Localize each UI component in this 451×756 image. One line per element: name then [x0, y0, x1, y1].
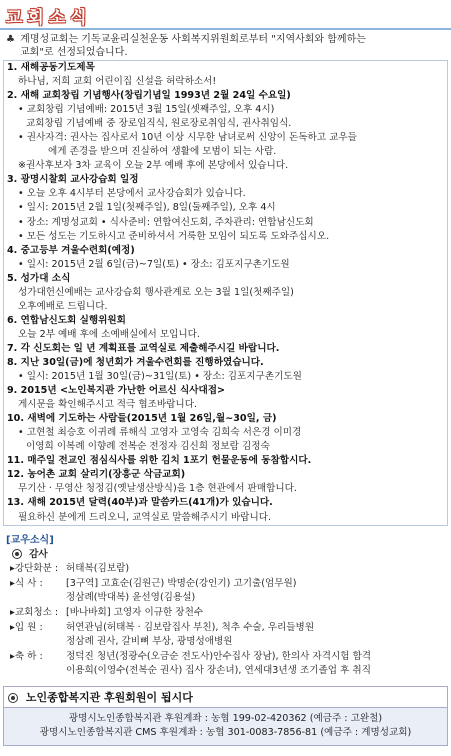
- news-item-heading: 6. 연합남신도회 실행위원회: [7, 314, 126, 326]
- membership-title: 노인종합복지관 후원회원이 됩시다: [25, 690, 193, 704]
- news-item-line: 필요하신 분에게 드리오니, 교역실로 말씀해주시기 바랍니다.: [18, 511, 272, 523]
- news-item-heading: 11. 매주일 전교인 점심식사를 위한 김치 1포기 헌물운동에 동참합시다.: [7, 455, 312, 467]
- staff-news-row: [6, 562, 445, 577]
- staff-news-title: [교우소식]: [6, 534, 54, 546]
- news-item-line: • 장소: 계명성교회 • 식사준비: 연합여신도회, 주차관리: 연합남신도회: [18, 216, 314, 228]
- news-item-line: 무기산 · 무영산 청정김(옛날생산방식)을 1층 현관에서 판매합니다.: [18, 483, 297, 495]
- intro-line-1: [6, 33, 445, 46]
- staff-news-label: ▸식 사 :: [10, 577, 43, 589]
- staff-news-label: ▸축 하 :: [10, 650, 43, 662]
- news-item-line: 오후예배로 드립니다.: [18, 300, 108, 312]
- news-item-heading: 13. 새해 2015년 달력(40부)과 말씀카드(41개)가 있습니다.: [7, 497, 273, 509]
- news-item-line: • 모든 성도는 기도하시고 준비하셔서 거룩한 모임이 되도록 도와주십시오.: [18, 230, 330, 242]
- news-box: [3, 60, 448, 526]
- staff-news-text: [3구역] 고효순(김원근) 박명순(강인기) 고기출(엄무원): [66, 577, 297, 589]
- news-item-line: • 권사자격: 권사는 집사로서 10년 이상 시무한 남녀로써 신앙이 돈독하고 교우들: [18, 132, 357, 144]
- membership-banner: [3, 686, 448, 707]
- staff-news-row: [6, 664, 445, 679]
- intro-text-2: 교회"로 선정되었습니다.: [20, 47, 128, 58]
- staff-news-label: ▸입 원 :: [10, 621, 43, 633]
- news-item-line: • 일시: 2015년 2월 6일(금)~7일(토) • 장소: 김포지구촌기도원: [18, 258, 290, 270]
- staff-news-text: 이용희(이영수(전복순 권사) 집사 장손녀), 연세대3년생 조기졸업 후 취직: [66, 665, 371, 677]
- donation-accounts: [3, 707, 448, 746]
- staff-news-text: [바나바회] 고영자 이규한 장천수: [66, 606, 204, 618]
- news-item-heading: 1. 새해공동기도제목: [7, 62, 95, 73]
- staff-news-row: [6, 591, 445, 606]
- circle-dot-icon: [12, 549, 22, 559]
- news-item-heading: 7. 각 신도회는 일 년 계획표를 교역실로 제출해주시길 바랍니다.: [7, 342, 280, 354]
- thanks-heading: [6, 548, 445, 563]
- staff-news-row: [6, 635, 445, 650]
- staff-news-row: [6, 650, 445, 665]
- header: [0, 0, 451, 33]
- news-item-line: • 일시: 2015년 2월 1일(첫째주일), 8일(둘째주일), 오후 4시: [18, 202, 276, 214]
- news-item-line: • 일시: 2015년 1월 30일(금)~31일(토) • 장소: 김포지구촌기도원: [18, 371, 302, 383]
- news-item-line: 성가대헌신예배는 교사강습회 행사관계로 오는 3월 1일(첫째주일): [18, 286, 294, 298]
- news-item-line: • 교회창립 기념예배: 2015년 3월 15일(셋째주일, 오후 4시): [18, 104, 275, 116]
- news-item-heading: 12. 농어촌 교회 살리기(장흥군 삭금교회): [7, 469, 186, 481]
- news-item-heading: 2. 새해 교회창립 기념행사(창립기념일 1993년 2월 24일 수요일): [7, 90, 291, 102]
- news-item-line: ※권사후보자 3차 교육이 오늘 2부 예배 후에 본당에서 있습니다.: [18, 160, 289, 172]
- staff-news-label: ▸교회청소 :: [10, 606, 59, 618]
- news-item-line: • 오늘 오후 4시부터 본당에서 교사강습회가 있습니다.: [18, 188, 246, 200]
- staff-news-text: 허연관님(허태복 · 김보람집사 부친), 척추 수술, 우리들병원: [66, 621, 315, 633]
- club-suit-icon: ♣: [6, 34, 15, 45]
- staff-news-text: 정삼례 권사, 갈비뼈 부상, 광명성애병원: [66, 636, 233, 648]
- news-item-line: • 고현철 최승호 이귀례 류해식 고영자 고영숙 김희숙 서은경 이미경: [18, 427, 302, 439]
- staff-news-text: 정삼례(박대복) 윤선영(김용설): [66, 592, 196, 604]
- news-item-line: 게시문을 확인해주시고 적극 협조바랍니다.: [18, 399, 198, 411]
- account-line-1: 광명시노인종합복지관 후원계좌 : 농협 199-02-420362 (예금주 : 고완철): [68, 712, 383, 724]
- intro: [0, 33, 451, 59]
- staff-rows: [6, 562, 445, 679]
- account-line-2: 광명시노인종합복지관 CMS 후원계좌 : 농협 301-0083-7856-81 (예금주 : 계명성교회): [39, 726, 412, 738]
- staff-news-row: [6, 621, 445, 636]
- intro-text-1: 계명성교회는 기독교윤리실천운동 사회복지위원회로부터 "지역사회와 함께하는: [20, 34, 366, 45]
- news-item-line: 에게 존경을 받으며 진실하여 생활에 모범이 되는 사람.: [48, 146, 277, 158]
- staff-news-label: ▸강단화분 :: [10, 563, 59, 575]
- staff-news-row: [6, 606, 445, 621]
- staff-news: [3, 548, 448, 682]
- page-title: 교회소식: [6, 8, 92, 28]
- news-item-heading: 5. 성가대 소식: [7, 272, 71, 284]
- staff-news-row: [6, 577, 445, 592]
- news-item-line: 하나님, 저희 교회 어린이집 신설을 허락하소서!: [18, 76, 217, 88]
- circle-dot-icon: [8, 693, 18, 703]
- staff-news-text: 허태복(김보람): [66, 563, 130, 575]
- staff-news-text: 정덕진 청년(정광수(오금순 전도사)안수집사 장남), 한의사 자격시험 합격: [66, 650, 372, 662]
- news-item-heading: 10. 새벽에 기도하는 사람들(2015년 1월 26일,월~30일, 금): [7, 413, 277, 425]
- news-item-line: 교회창립 기념예배 중 장로임직식, 원로장로취임식, 권사취임식.: [26, 118, 292, 130]
- news-item-line: 이영희 이복례 이향례 전복순 전정자 김신희 정보람 김정숙: [26, 441, 270, 453]
- thanks-label: 감사: [29, 548, 48, 560]
- news-item-heading: 8. 지난 30일(금)에 청년회가 겨울수련회를 진행하였습니다.: [7, 356, 264, 368]
- header-divider: [0, 28, 451, 30]
- news-item-heading: 3. 광명시찰회 교사강습회 일정: [7, 174, 139, 186]
- news-item-heading: 9. 2015년 <노인복지관 가난한 어르신 식사대접>: [7, 385, 226, 397]
- intro-line-2: [6, 46, 445, 59]
- news-item-line: 오늘 2부 예배 후에 소예배실에서 모입니다.: [18, 328, 200, 340]
- news-item-heading: 4. 중고등부 겨울수련회(예정): [7, 244, 135, 256]
